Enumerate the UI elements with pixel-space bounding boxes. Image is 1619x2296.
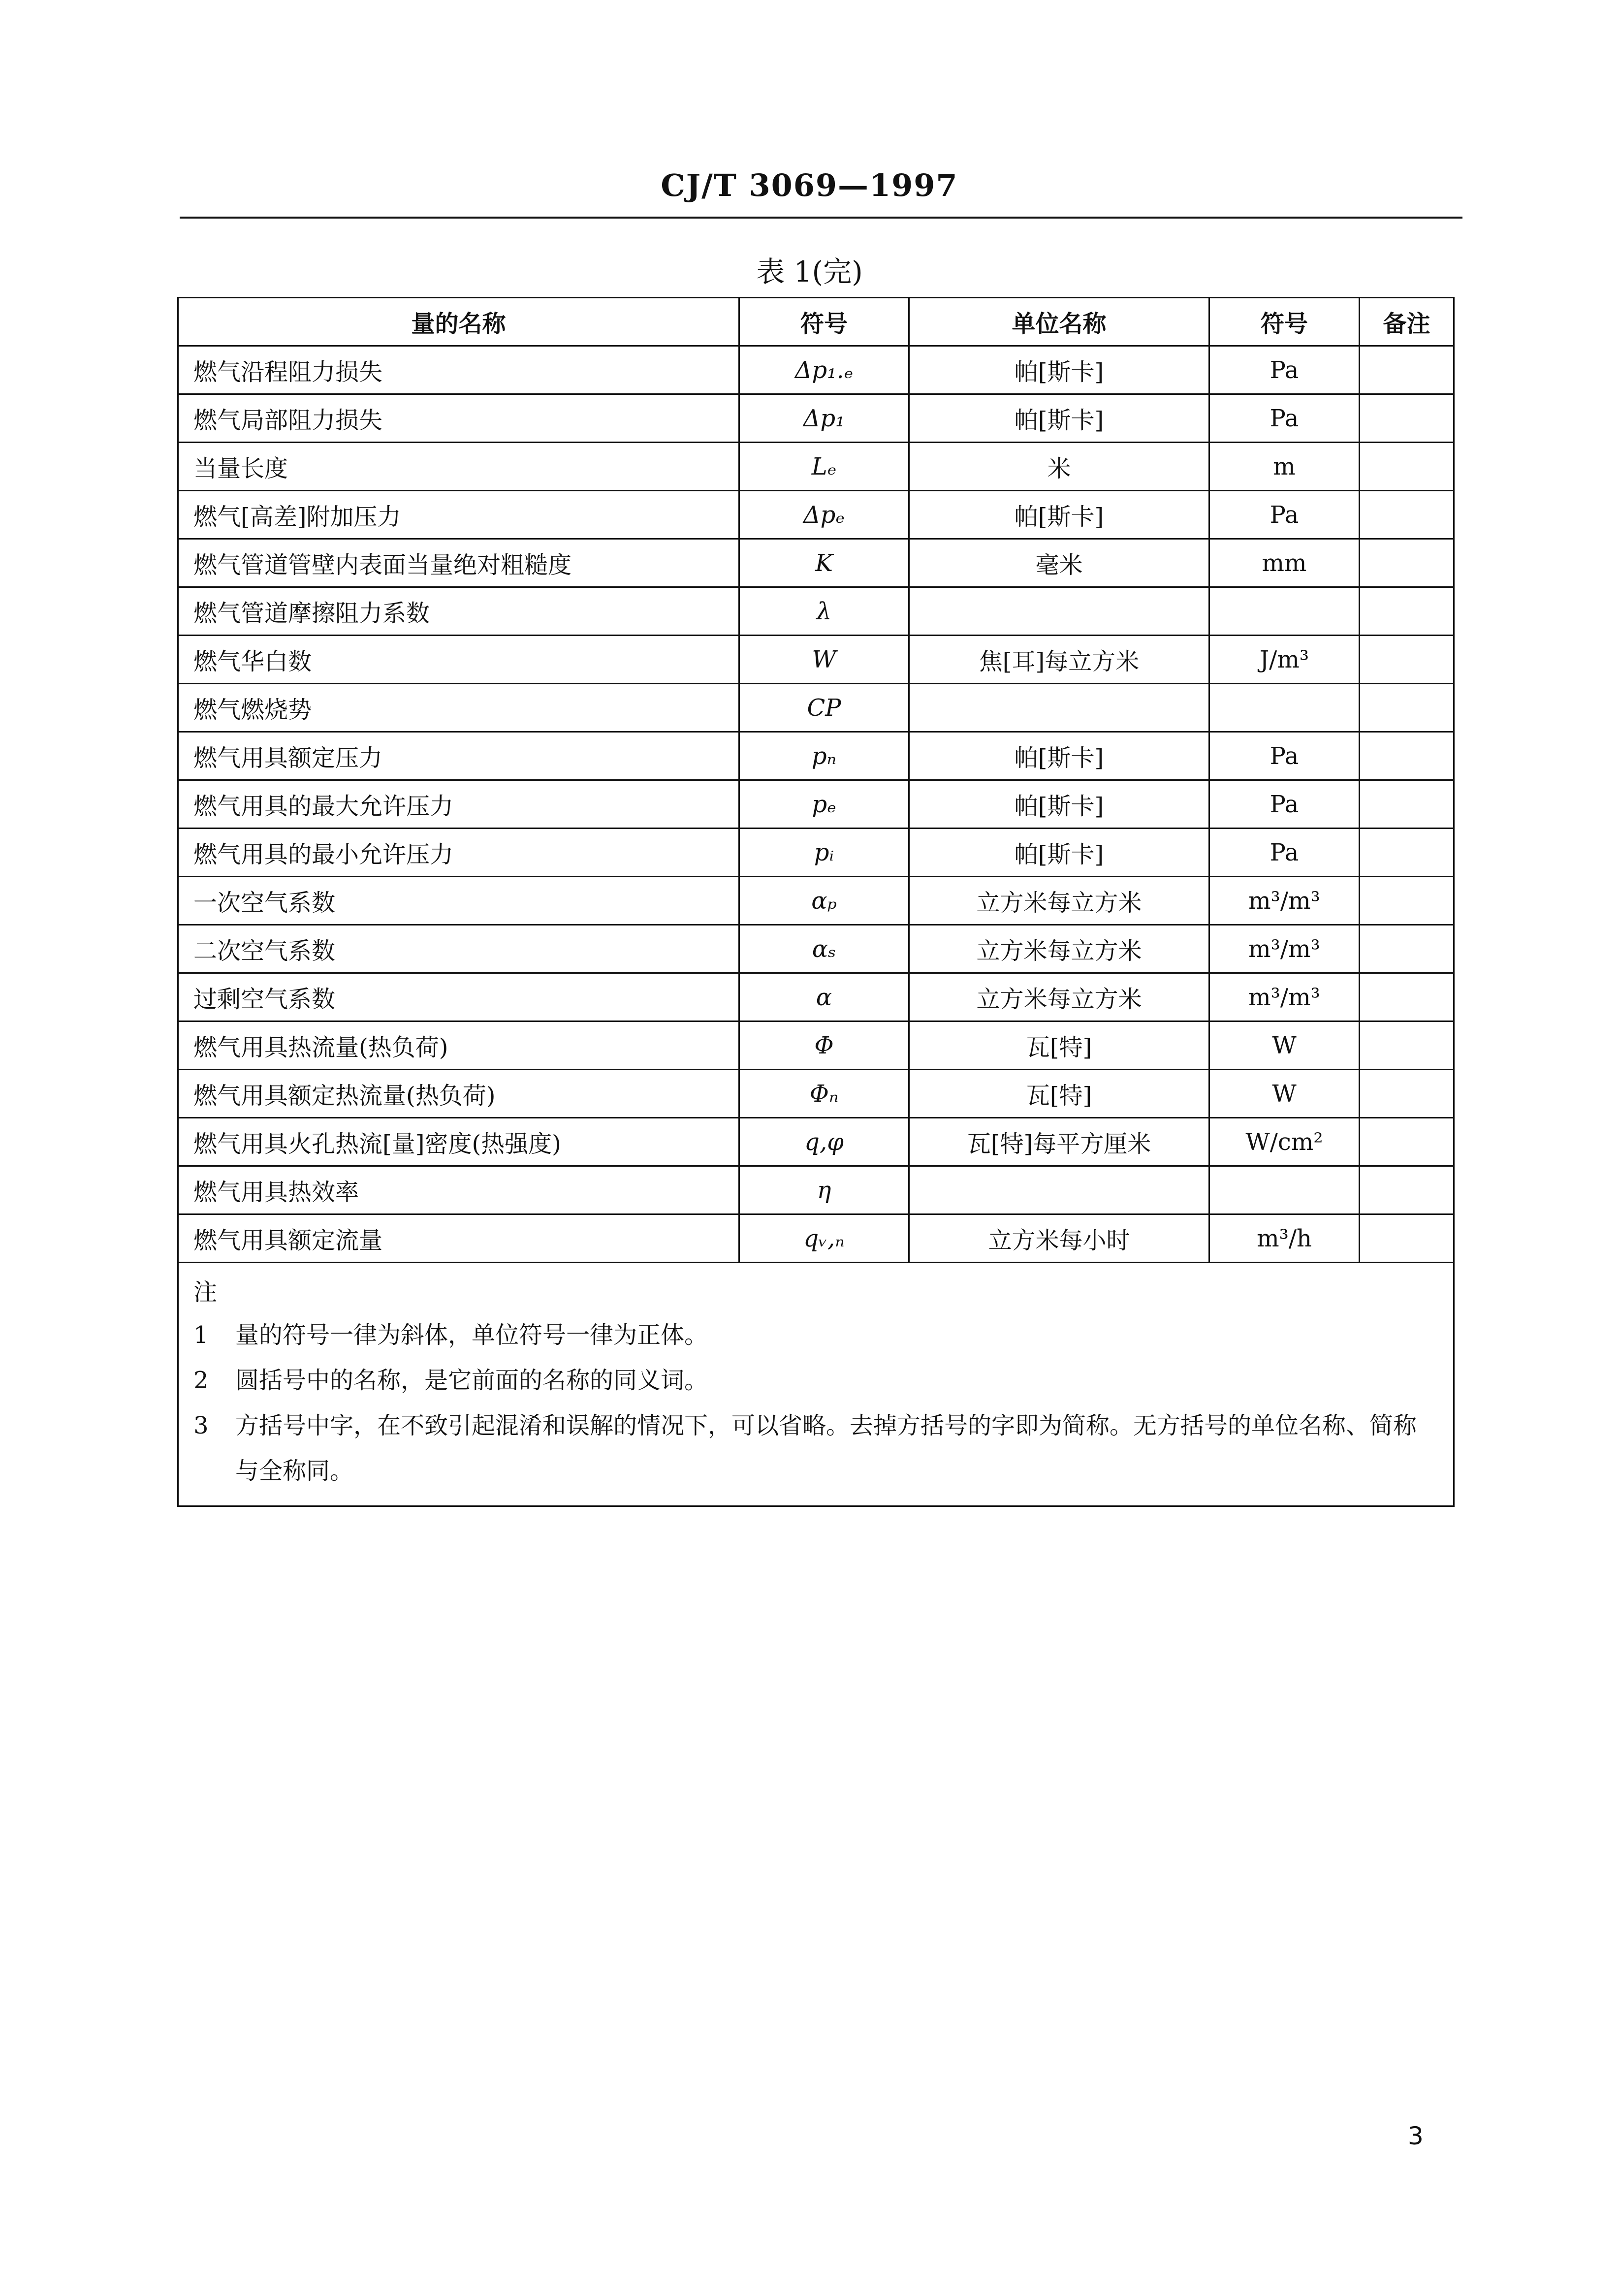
unit-name-cell: 米 [909, 443, 1209, 491]
remark-cell [1360, 443, 1454, 491]
quantity-symbol-cell: W [739, 636, 909, 684]
remark-cell [1360, 394, 1454, 443]
unit-name-cell: 帕[斯卡] [909, 491, 1209, 539]
quantity-symbol-cell: α [739, 973, 909, 1021]
note-item [193, 1403, 1438, 1494]
unit-name-cell: 帕[斯卡] [909, 732, 1209, 780]
column-header-unit-symbol: 符号 [1209, 298, 1360, 346]
quantity-symbol-cell: pₑ [739, 780, 909, 829]
unit-name-cell [909, 684, 1209, 732]
unit-symbol-cell: m³/m³ [1209, 925, 1360, 973]
quantity-symbol-cell: Φₙ [739, 1070, 909, 1118]
unit-name-cell: 帕[斯卡] [909, 780, 1209, 829]
column-header-quantity-name: 量的名称 [178, 298, 739, 346]
quantity-symbol-cell: q,φ [739, 1118, 909, 1166]
unit-name-cell [909, 1166, 1209, 1214]
table-row [178, 732, 1454, 780]
table-row [178, 539, 1454, 587]
table-body [178, 346, 1454, 1263]
unit-name-cell [909, 587, 1209, 636]
table-row [178, 587, 1454, 636]
table-row [178, 829, 1454, 877]
remark-cell [1360, 587, 1454, 636]
notes-row [178, 1263, 1454, 1506]
unit-name-cell: 立方米每小时 [909, 1214, 1209, 1263]
quantity-name-cell: 燃气局部阻力损失 [178, 394, 739, 443]
unit-symbol-cell: Pa [1209, 491, 1360, 539]
remark-cell [1360, 877, 1454, 925]
quantity-name-cell: 燃气沿程阻力损失 [178, 346, 739, 394]
unit-symbol-cell: W [1209, 1021, 1360, 1070]
table-row [178, 877, 1454, 925]
quantity-symbol-cell: λ [739, 587, 909, 636]
remark-cell [1360, 346, 1454, 394]
quantity-symbol-cell: CP [739, 684, 909, 732]
quantities-units-table [177, 297, 1455, 1507]
standard-code-header: CJ/T 3069—1997 [661, 167, 958, 203]
quantity-symbol-cell: pₙ [739, 732, 909, 780]
unit-symbol-cell: W/cm² [1209, 1118, 1360, 1166]
unit-symbol-cell: Pa [1209, 346, 1360, 394]
quantity-name-cell: 燃气用具热效率 [178, 1166, 739, 1214]
unit-symbol-cell [1209, 684, 1360, 732]
remark-cell [1360, 829, 1454, 877]
table-row [178, 684, 1454, 732]
table-row [178, 925, 1454, 973]
column-header-remark: 备注 [1360, 298, 1454, 346]
unit-symbol-cell: Pa [1209, 732, 1360, 780]
remark-cell [1360, 1166, 1454, 1214]
unit-symbol-cell: J/m³ [1209, 636, 1360, 684]
unit-name-cell: 立方米每立方米 [909, 925, 1209, 973]
remark-cell [1360, 539, 1454, 587]
remark-cell [1360, 925, 1454, 973]
quantity-name-cell: 燃气用具的最小允许压力 [178, 829, 739, 877]
notes-cell [178, 1263, 1454, 1506]
header-rule [180, 217, 1462, 219]
remark-cell [1360, 1070, 1454, 1118]
quantity-name-cell: 燃气用具火孔热流[量]密度(热强度) [178, 1118, 739, 1166]
remark-cell [1360, 973, 1454, 1021]
table-caption: 表 1(完) [756, 255, 863, 288]
column-header-quantity-symbol: 符号 [739, 298, 909, 346]
notes-title: 注 [193, 1278, 218, 1306]
quantity-symbol-cell: αₚ [739, 877, 909, 925]
unit-symbol-cell [1209, 587, 1360, 636]
note-item [193, 1312, 1438, 1358]
unit-symbol-cell [1209, 1166, 1360, 1214]
quantity-symbol-cell: Φ [739, 1021, 909, 1070]
unit-name-cell: 立方米每立方米 [909, 973, 1209, 1021]
table-row [178, 1166, 1454, 1214]
note-text: 圆括号中的名称，是它前面的名称的同义词。 [235, 1367, 708, 1394]
table-row [178, 1070, 1454, 1118]
quantity-symbol-cell: pᵢ [739, 829, 909, 877]
table-row [178, 1214, 1454, 1263]
quantity-name-cell: 燃气用具额定热流量(热负荷) [178, 1070, 739, 1118]
table-row [178, 491, 1454, 539]
column-header-unit-name: 单位名称 [909, 298, 1209, 346]
table-row [178, 636, 1454, 684]
note-item [193, 1358, 1438, 1403]
remark-cell [1360, 1118, 1454, 1166]
unit-name-cell: 帕[斯卡] [909, 394, 1209, 443]
quantity-name-cell: 一次空气系数 [178, 877, 739, 925]
quantity-symbol-cell: η [739, 1166, 909, 1214]
note-number: 2 [193, 1367, 209, 1394]
quantity-name-cell: 过剩空气系数 [178, 973, 739, 1021]
quantity-name-cell: 燃气管道管壁内表面当量绝对粗糙度 [178, 539, 739, 587]
quantity-name-cell: 燃气用具热流量(热负荷) [178, 1021, 739, 1070]
note-text: 量的符号一律为斜体，单位符号一律为正体。 [235, 1321, 708, 1349]
unit-name-cell: 瓦[特]每平方厘米 [909, 1118, 1209, 1166]
remark-cell [1360, 732, 1454, 780]
table-row [178, 346, 1454, 394]
table-row [178, 1118, 1454, 1166]
unit-name-cell: 帕[斯卡] [909, 346, 1209, 394]
unit-name-cell: 立方米每立方米 [909, 877, 1209, 925]
unit-symbol-cell: W [1209, 1070, 1360, 1118]
note-text: 方括号中字，在不致引起混淆和误解的情况下，可以省略。去掉方括号的字即为简称。无方括号的单位名称、简称与全称同。 [235, 1412, 1417, 1485]
remark-cell [1360, 491, 1454, 539]
table-row [178, 780, 1454, 829]
notes-list [193, 1312, 1438, 1494]
unit-symbol-cell: Pa [1209, 780, 1360, 829]
unit-symbol-cell: m [1209, 443, 1360, 491]
quantity-name-cell: 当量长度 [178, 443, 739, 491]
note-number: 1 [193, 1321, 209, 1349]
table-row [178, 973, 1454, 1021]
quantity-name-cell: 燃气[高差]附加压力 [178, 491, 739, 539]
page-number: 3 [1408, 2122, 1424, 2150]
table-row [178, 1021, 1454, 1070]
quantity-symbol-cell: αₛ [739, 925, 909, 973]
quantity-symbol-cell: Δp₁ [739, 394, 909, 443]
table-header-row [178, 298, 1454, 346]
unit-symbol-cell: m³/h [1209, 1214, 1360, 1263]
unit-symbol-cell: m³/m³ [1209, 877, 1360, 925]
unit-symbol-cell: Pa [1209, 829, 1360, 877]
quantity-name-cell: 燃气用具的最大允许压力 [178, 780, 739, 829]
quantity-symbol-cell: qᵥ,ₙ [739, 1214, 909, 1263]
remark-cell [1360, 636, 1454, 684]
remark-cell [1360, 1021, 1454, 1070]
quantity-name-cell: 燃气华白数 [178, 636, 739, 684]
unit-name-cell: 焦[耳]每立方米 [909, 636, 1209, 684]
quantity-symbol-cell: Δpₑ [739, 491, 909, 539]
table-row [178, 443, 1454, 491]
remark-cell [1360, 780, 1454, 829]
note-number: 3 [193, 1412, 209, 1439]
quantity-symbol-cell: Δp₁.ₑ [739, 346, 909, 394]
quantity-name-cell: 燃气燃烧势 [178, 684, 739, 732]
quantity-name-cell: 燃气用具额定压力 [178, 732, 739, 780]
quantity-symbol-cell: K [739, 539, 909, 587]
table-row [178, 394, 1454, 443]
quantity-name-cell: 燃气管道摩擦阻力系数 [178, 587, 739, 636]
unit-name-cell: 帕[斯卡] [909, 829, 1209, 877]
unit-symbol-cell: m³/m³ [1209, 973, 1360, 1021]
unit-symbol-cell: mm [1209, 539, 1360, 587]
remark-cell [1360, 1214, 1454, 1263]
unit-name-cell: 瓦[特] [909, 1021, 1209, 1070]
unit-name-cell: 毫米 [909, 539, 1209, 587]
quantity-name-cell: 二次空气系数 [178, 925, 739, 973]
unit-name-cell: 瓦[特] [909, 1070, 1209, 1118]
quantity-name-cell: 燃气用具额定流量 [178, 1214, 739, 1263]
remark-cell [1360, 684, 1454, 732]
unit-symbol-cell: Pa [1209, 394, 1360, 443]
quantity-symbol-cell: Lₑ [739, 443, 909, 491]
